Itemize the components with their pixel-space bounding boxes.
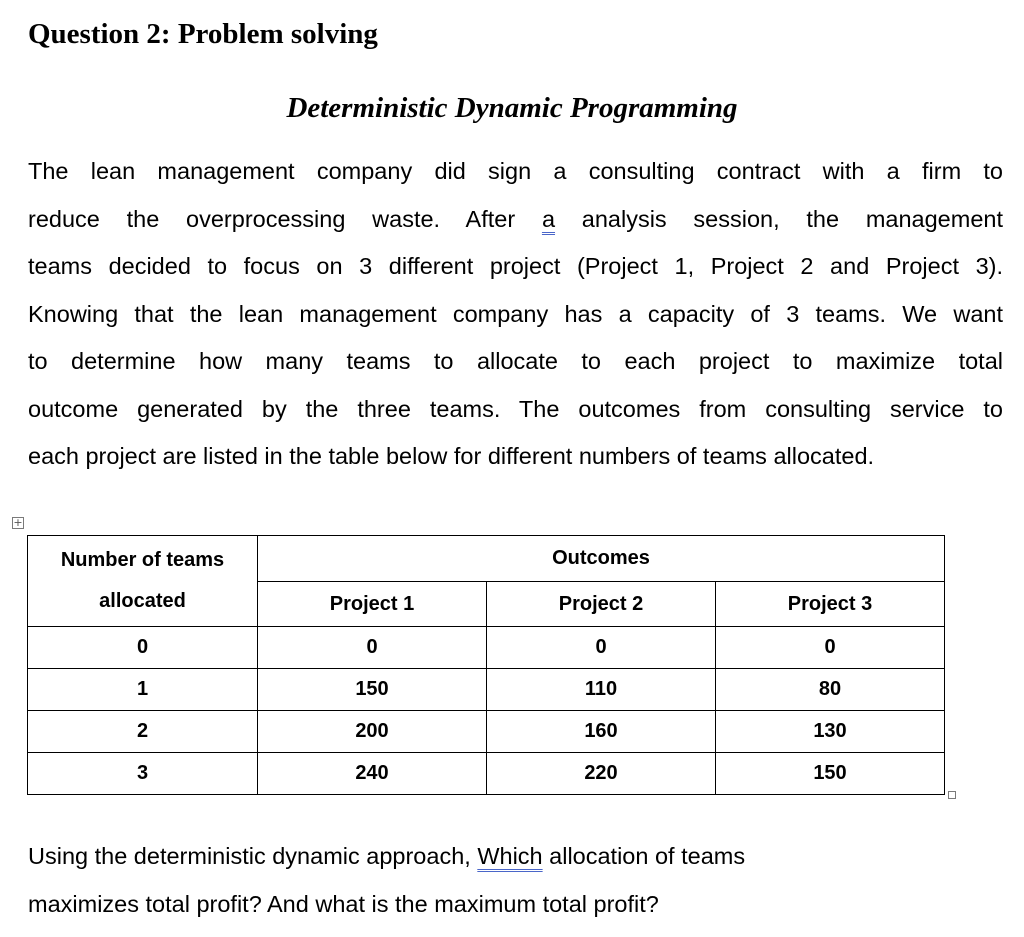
- project-3-cell: 150: [716, 753, 945, 795]
- question-line-1-end: allocation of teams: [542, 843, 746, 869]
- project-1-cell: 240: [258, 753, 487, 795]
- intro-line-1: The lean management company did sign a consulting contract with a firm to: [28, 158, 1003, 184]
- question-line-1-start: Using the deterministic dynamic approach,: [28, 843, 478, 869]
- intro-line-2-start: reduce the overprocessing waste. After: [28, 205, 542, 232]
- outcomes-table: [27, 535, 945, 795]
- table-row: [28, 711, 945, 753]
- project-2-cell: 0: [487, 627, 716, 669]
- table-row: [28, 753, 945, 795]
- project-2-header: Project 2: [487, 582, 716, 627]
- teams-header-cell: [28, 536, 258, 627]
- grammar-flagged-word[interactable]: Which: [477, 843, 543, 869]
- intro-line-2-end: analysis session, the management: [555, 205, 1004, 232]
- project-1-cell: 150: [258, 669, 487, 711]
- question-heading: Question 2: Problem solving: [28, 18, 378, 50]
- project-3-cell: 130: [716, 711, 945, 753]
- teams-header-line-1: Number of teams: [60, 549, 225, 571]
- section-subtitle: Deterministic Dynamic Programming: [286, 92, 738, 124]
- grammar-flagged-word[interactable]: a: [541, 205, 556, 232]
- project-3-cell: 0: [716, 627, 945, 669]
- project-1-cell: 0: [258, 627, 487, 669]
- table-resize-handle-icon[interactable]: [948, 791, 956, 799]
- teams-header-line-2: allocated: [99, 590, 186, 612]
- intro-line-5: to determine how many teams to allocate to each project to maximize total: [28, 348, 1003, 374]
- teams-cell: 3: [28, 753, 258, 795]
- intro-line-2: [28, 196, 1003, 244]
- intro-line-7: each project are listed in the table below for different numbers of teams allocated.: [28, 443, 875, 469]
- outcomes-header-cell: Outcomes: [258, 536, 945, 582]
- teams-cell: 0: [28, 627, 258, 669]
- intro-line-3: teams decided to focus on 3 different project (Project 1, Project 2 and Project 3).: [28, 253, 1003, 279]
- intro-line-4: Knowing that the lean management company has a capacity of 3 teams. We want: [28, 300, 1003, 327]
- intro-paragraph: [28, 148, 1003, 481]
- teams-cell: 2: [28, 711, 258, 753]
- project-3-cell: 80: [716, 669, 945, 711]
- project-1-header: Project 1: [258, 582, 487, 627]
- table-row: [28, 627, 945, 669]
- teams-cell: 1: [28, 669, 258, 711]
- project-2-cell: 220: [487, 753, 716, 795]
- intro-line-6: outcome generated by the three teams. The outcomes from consulting service to: [28, 395, 1003, 422]
- question-paragraph: [28, 833, 745, 928]
- project-2-cell: 160: [487, 711, 716, 753]
- question-line-2: maximizes total profit? And what is the maximum total profit?: [28, 890, 659, 917]
- project-3-header: Project 3: [716, 582, 945, 627]
- table-header-row-1: [28, 536, 945, 582]
- project-1-cell: 200: [258, 711, 487, 753]
- project-2-cell: 110: [487, 669, 716, 711]
- question-line-1: [28, 833, 745, 881]
- table-row: [28, 669, 945, 711]
- table-move-handle-icon[interactable]: +: [13, 516, 23, 529]
